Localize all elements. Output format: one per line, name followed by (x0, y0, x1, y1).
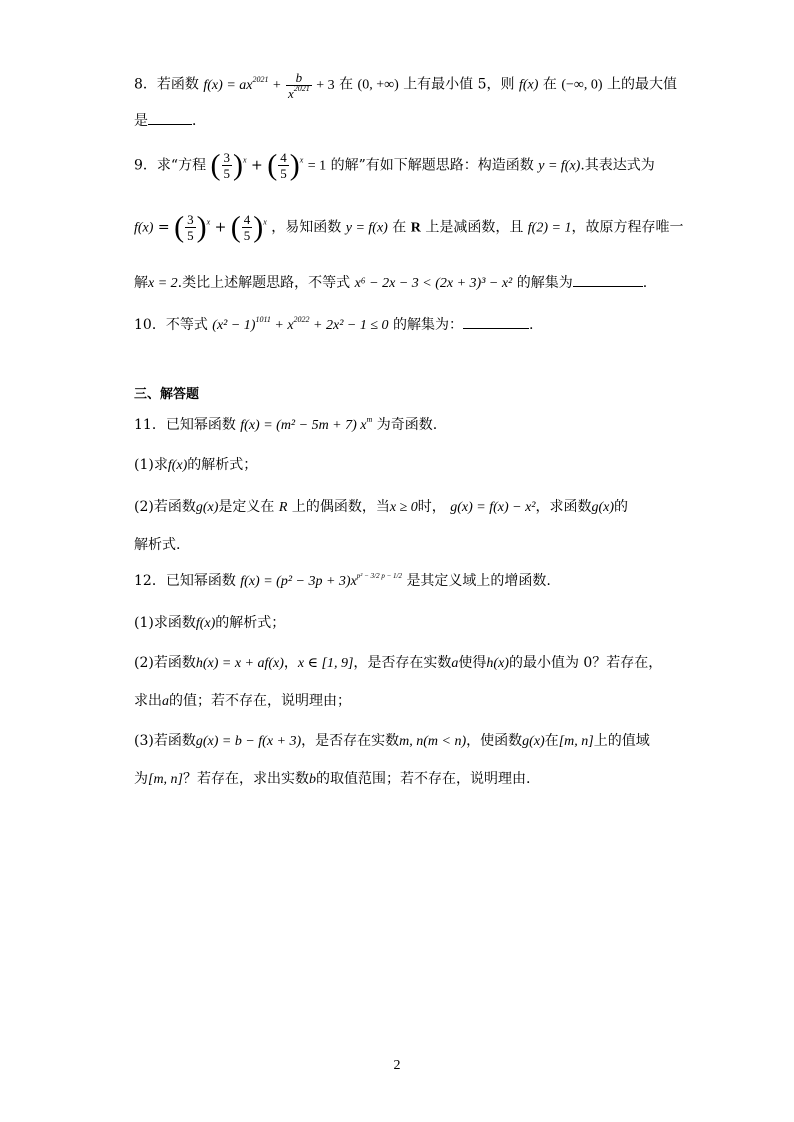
q9-line3: 解x = 2.类比上述解题思路，不等式 x⁶ − 2x − 3 < (2x + 3)³ − x² 的解集为 . (134, 275, 648, 291)
section-heading: 三、解答题 (134, 387, 200, 402)
q11-part2-cont: 解析式. (134, 537, 181, 553)
answer-blank[interactable] (573, 274, 643, 287)
q8-line2: 是 ． (134, 113, 206, 129)
q10-inequality: $(x^2 - 1)^{1011} + x^{2022} + 2x^2 - 1 \le 0$ (212, 315, 389, 333)
q12-part2: (2)若函数h(x) = x + af(x)，x ∈ [1, 9]，是否存在实数a使得h(x)的最小值为 0？若存在， (134, 655, 663, 671)
q8-fraction: $\frac{b}{x^{2021}}$ (287, 70, 310, 101)
q11-part2: (2)若函数g(x)是定义在 R 上的偶函数，当x ≥ 0时， g(x) = f(x) − x²，求函数g(x)的 (134, 499, 629, 515)
q8-text: 8．若函数 (134, 76, 199, 93)
q8-interval-neg: (−∞, 0) (561, 77, 603, 93)
q11-line1: 11．已知幂函数 f(x) = (m² − 5m + 7) $x^m$ 为奇函数. (134, 415, 438, 433)
q9-line2: f(x) = ( $\frac{3}{5}$ )$^x$ + ( $\frac{4}{5}$ )$^x$ ，易知函数 y = f(x) 在 R 上是减函数，且 f(2) = 1，故原方程存唯一 (134, 210, 684, 244)
q8-function: $f(x) = ax^{2021}$ + $\frac{b}{x^{2021}}$ + 3 (203, 70, 335, 101)
q10-line: 10．不等式 $(x^2 - 1)^{1011} + x^{2022} + 2x^2 - 1 \le 0$ 的解集为： . (134, 315, 534, 333)
q12-line1: 12．已知幂函数 $f(x) = (p^2 - 3p + 3)x^{p^2 - 3/2 p - 1/2}$ 是其定义域上的增函数. (134, 572, 551, 589)
q12-part1: (1)求函数f(x)的解析式； (134, 615, 286, 631)
q8-line1: 8．若函数 $f(x) = ax^{2021}$ + $\frac{b}{x^{2021}}$ + 3 在 (0, +∞) 上有最小值 5，则 f(x) 在 (−∞, 0) 上的最大值 (134, 70, 677, 101)
answer-blank[interactable] (463, 316, 529, 329)
answer-blank[interactable] (148, 112, 192, 125)
q12-part3-cont: 为[m, n]？若存在，求出实数b的取值范围；若不存在，说明理由. (134, 771, 531, 787)
q12-part2-cont: 求出a的值；若不存在，说明理由； (134, 693, 351, 709)
q8-interval: (0, +∞) (357, 77, 399, 93)
q9-inequality: x⁶ − 2x − 3 < (2x + 3)³ − x² (354, 276, 513, 291)
q9-line1: 9．求“方程 ( $\frac{3}{5}$ )$^x$ + ( $\frac{4}{5}$ )$^x$ = 1 的解”有如下解题思路：构造函数 y = f(x).其表达式为 (134, 148, 655, 182)
q12-part3: (3)若函数g(x) = b − f(x + 3)，是否存在实数m, n(m < n)，使函数g(x)在[m, n]上的值域 (134, 733, 650, 749)
q11-part1: (1)求f(x)的解析式； (134, 457, 258, 473)
page-number: 2 (393, 1058, 401, 1073)
